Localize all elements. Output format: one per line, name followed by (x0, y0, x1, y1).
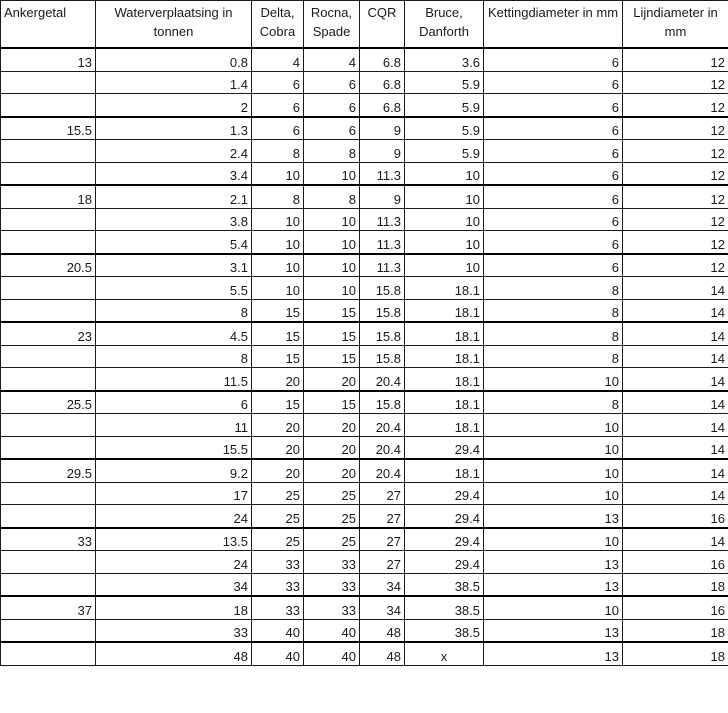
cell-kettingdiameter: 8 (484, 322, 623, 345)
cell-kettingdiameter: 6 (484, 117, 623, 140)
cell-waterverplaatsing: 17 (96, 482, 252, 505)
cell-delta-cobra: 40 (252, 619, 304, 642)
cell-cqr: 11.3 (360, 162, 405, 185)
cell-delta-cobra: 25 (252, 528, 304, 551)
cell-bruce-danforth: 5.9 (405, 117, 484, 140)
cell-lijndiameter: 12 (623, 231, 728, 254)
cell-ankergetal (1, 619, 96, 642)
cell-waterverplaatsing: 0.8 (96, 48, 252, 71)
table-row (1, 596, 728, 619)
cell-rocna-spade: 10 (304, 162, 360, 185)
cell-ankergetal (1, 277, 96, 300)
cell-lijndiameter: 18 (623, 573, 728, 596)
cell-lijndiameter: 12 (623, 71, 728, 94)
table-row (1, 117, 728, 140)
cell-cqr: 9 (360, 140, 405, 163)
cell-ankergetal: 20.5 (1, 254, 96, 277)
cell-waterverplaatsing: 3.8 (96, 208, 252, 231)
cell-delta-cobra: 20 (252, 414, 304, 437)
cell-waterverplaatsing: 1.4 (96, 71, 252, 94)
cell-kettingdiameter: 6 (484, 185, 623, 208)
cell-cqr: 20.4 (360, 436, 405, 459)
cell-bruce-danforth: 10 (405, 254, 484, 277)
cell-delta-cobra: 33 (252, 573, 304, 596)
table-row (1, 71, 728, 94)
cell-bruce-danforth: 18.1 (405, 277, 484, 300)
cell-ankergetal (1, 573, 96, 596)
cell-kettingdiameter: 13 (484, 551, 623, 574)
table-row (1, 345, 728, 368)
table-row (1, 231, 728, 254)
cell-rocna-spade: 25 (304, 482, 360, 505)
cell-cqr: 20.4 (360, 414, 405, 437)
cell-cqr: 9 (360, 117, 405, 140)
cell-bruce-danforth: 18.1 (405, 345, 484, 368)
cell-lijndiameter: 12 (623, 117, 728, 140)
cell-waterverplaatsing: 11 (96, 414, 252, 437)
cell-ankergetal: 29.5 (1, 459, 96, 482)
cell-rocna-spade: 20 (304, 414, 360, 437)
cell-ankergetal (1, 436, 96, 459)
cell-ankergetal (1, 505, 96, 528)
cell-waterverplaatsing: 34 (96, 573, 252, 596)
cell-bruce-danforth: 5.9 (405, 94, 484, 117)
cell-delta-cobra: 6 (252, 71, 304, 94)
cell-kettingdiameter: 13 (484, 642, 623, 665)
cell-ankergetal: 18 (1, 185, 96, 208)
table-row (1, 391, 728, 414)
table-row (1, 436, 728, 459)
header-row (1, 1, 728, 49)
cell-lijndiameter: 12 (623, 162, 728, 185)
cell-bruce-danforth: 29.4 (405, 551, 484, 574)
cell-delta-cobra: 8 (252, 185, 304, 208)
cell-delta-cobra: 40 (252, 642, 304, 665)
cell-bruce-danforth: 10 (405, 231, 484, 254)
cell-kettingdiameter: 6 (484, 162, 623, 185)
cell-rocna-spade: 15 (304, 391, 360, 414)
cell-ankergetal (1, 208, 96, 231)
cell-rocna-spade: 6 (304, 117, 360, 140)
header-bruce-danforth: Bruce, Danforth (405, 1, 484, 49)
cell-cqr: 15.8 (360, 345, 405, 368)
cell-cqr: 27 (360, 505, 405, 528)
cell-delta-cobra: 6 (252, 117, 304, 140)
cell-rocna-spade: 15 (304, 299, 360, 322)
cell-kettingdiameter: 10 (484, 528, 623, 551)
cell-ankergetal (1, 414, 96, 437)
cell-cqr: 6.8 (360, 48, 405, 71)
cell-kettingdiameter: 10 (484, 414, 623, 437)
cell-bruce-danforth: 18.1 (405, 322, 484, 345)
cell-delta-cobra: 25 (252, 505, 304, 528)
table-row (1, 185, 728, 208)
cell-bruce-danforth: 38.5 (405, 596, 484, 619)
table-row (1, 459, 728, 482)
cell-rocna-spade: 15 (304, 345, 360, 368)
cell-cqr: 27 (360, 528, 405, 551)
cell-bruce-danforth: 18.1 (405, 391, 484, 414)
cell-bruce-danforth: 29.4 (405, 482, 484, 505)
cell-bruce-danforth: 29.4 (405, 528, 484, 551)
table-row (1, 140, 728, 163)
cell-lijndiameter: 18 (623, 619, 728, 642)
cell-delta-cobra: 20 (252, 459, 304, 482)
cell-waterverplaatsing: 6 (96, 391, 252, 414)
cell-lijndiameter: 16 (623, 596, 728, 619)
cell-cqr: 11.3 (360, 231, 405, 254)
cell-waterverplaatsing: 48 (96, 642, 252, 665)
cell-kettingdiameter: 10 (484, 368, 623, 391)
cell-bruce-danforth: x (405, 642, 484, 665)
table-row (1, 551, 728, 574)
cell-delta-cobra: 20 (252, 368, 304, 391)
cell-rocna-spade: 33 (304, 573, 360, 596)
cell-cqr: 34 (360, 596, 405, 619)
table-row (1, 277, 728, 300)
table-row (1, 254, 728, 277)
cell-kettingdiameter: 13 (484, 619, 623, 642)
cell-cqr: 6.8 (360, 94, 405, 117)
cell-lijndiameter: 12 (623, 140, 728, 163)
cell-delta-cobra: 15 (252, 299, 304, 322)
cell-waterverplaatsing: 4.5 (96, 322, 252, 345)
cell-rocna-spade: 4 (304, 48, 360, 71)
table-row (1, 505, 728, 528)
cell-kettingdiameter: 10 (484, 436, 623, 459)
cell-bruce-danforth: 18.1 (405, 459, 484, 482)
cell-kettingdiameter: 8 (484, 299, 623, 322)
cell-lijndiameter: 12 (623, 208, 728, 231)
cell-delta-cobra: 20 (252, 436, 304, 459)
cell-kettingdiameter: 10 (484, 459, 623, 482)
cell-cqr: 27 (360, 551, 405, 574)
cell-bruce-danforth: 18.1 (405, 368, 484, 391)
cell-rocna-spade: 10 (304, 231, 360, 254)
cell-delta-cobra: 25 (252, 482, 304, 505)
cell-kettingdiameter: 13 (484, 505, 623, 528)
cell-kettingdiameter: 10 (484, 482, 623, 505)
cell-ankergetal (1, 642, 96, 665)
cell-waterverplaatsing: 5.4 (96, 231, 252, 254)
cell-lijndiameter: 12 (623, 185, 728, 208)
cell-lijndiameter: 14 (623, 414, 728, 437)
cell-rocna-spade: 8 (304, 185, 360, 208)
cell-waterverplaatsing: 9.2 (96, 459, 252, 482)
cell-ankergetal (1, 231, 96, 254)
cell-lijndiameter: 14 (623, 322, 728, 345)
cell-ankergetal: 33 (1, 528, 96, 551)
cell-waterverplaatsing: 2 (96, 94, 252, 117)
cell-cqr: 20.4 (360, 459, 405, 482)
table-row (1, 48, 728, 71)
cell-rocna-spade: 25 (304, 528, 360, 551)
cell-rocna-spade: 10 (304, 277, 360, 300)
table-row (1, 208, 728, 231)
cell-bruce-danforth: 5.9 (405, 140, 484, 163)
cell-lijndiameter: 14 (623, 436, 728, 459)
cell-rocna-spade: 15 (304, 322, 360, 345)
cell-delta-cobra: 33 (252, 551, 304, 574)
cell-kettingdiameter: 13 (484, 573, 623, 596)
cell-cqr: 6.8 (360, 71, 405, 94)
cell-waterverplaatsing: 2.1 (96, 185, 252, 208)
cell-cqr: 48 (360, 619, 405, 642)
cell-bruce-danforth: 10 (405, 185, 484, 208)
cell-ankergetal (1, 162, 96, 185)
header-cqr: CQR (360, 1, 405, 49)
cell-cqr: 11.3 (360, 208, 405, 231)
cell-lijndiameter: 14 (623, 528, 728, 551)
cell-delta-cobra: 8 (252, 140, 304, 163)
cell-bruce-danforth: 18.1 (405, 414, 484, 437)
cell-waterverplaatsing: 24 (96, 551, 252, 574)
cell-ankergetal (1, 551, 96, 574)
table-row (1, 162, 728, 185)
cell-rocna-spade: 6 (304, 94, 360, 117)
cell-ankergetal (1, 345, 96, 368)
header-ankergetal: Ankergetal (1, 1, 96, 49)
cell-bruce-danforth: 10 (405, 162, 484, 185)
table-row (1, 573, 728, 596)
cell-cqr: 48 (360, 642, 405, 665)
cell-cqr: 9 (360, 185, 405, 208)
cell-ankergetal (1, 94, 96, 117)
cell-rocna-spade: 40 (304, 619, 360, 642)
cell-lijndiameter: 14 (623, 299, 728, 322)
cell-bruce-danforth: 5.9 (405, 71, 484, 94)
table-row (1, 94, 728, 117)
cell-rocna-spade: 20 (304, 436, 360, 459)
cell-delta-cobra: 10 (252, 162, 304, 185)
cell-waterverplaatsing: 8 (96, 345, 252, 368)
cell-ankergetal (1, 482, 96, 505)
header-lijndiameter: Lijndiameter in mm (623, 1, 728, 49)
cell-cqr: 15.8 (360, 277, 405, 300)
cell-cqr: 27 (360, 482, 405, 505)
cell-lijndiameter: 14 (623, 277, 728, 300)
cell-cqr: 15.8 (360, 391, 405, 414)
cell-rocna-spade: 8 (304, 140, 360, 163)
cell-ankergetal: 23 (1, 322, 96, 345)
cell-waterverplaatsing: 3.1 (96, 254, 252, 277)
cell-cqr: 11.3 (360, 254, 405, 277)
cell-delta-cobra: 15 (252, 391, 304, 414)
cell-kettingdiameter: 6 (484, 71, 623, 94)
cell-ankergetal: 15.5 (1, 117, 96, 140)
cell-lijndiameter: 14 (623, 482, 728, 505)
header-rocna-spade: Rocna, Spade (304, 1, 360, 49)
cell-waterverplaatsing: 2.4 (96, 140, 252, 163)
cell-ankergetal: 37 (1, 596, 96, 619)
cell-waterverplaatsing: 24 (96, 505, 252, 528)
cell-waterverplaatsing: 1.3 (96, 117, 252, 140)
cell-rocna-spade: 20 (304, 368, 360, 391)
table-row (1, 619, 728, 642)
table-row (1, 414, 728, 437)
table-row (1, 299, 728, 322)
cell-kettingdiameter: 6 (484, 48, 623, 71)
cell-kettingdiameter: 8 (484, 345, 623, 368)
cell-waterverplaatsing: 3.4 (96, 162, 252, 185)
header-delta-cobra: Delta, Cobra (252, 1, 304, 49)
cell-rocna-spade: 10 (304, 208, 360, 231)
cell-bruce-danforth: 18.1 (405, 299, 484, 322)
cell-rocna-spade: 33 (304, 551, 360, 574)
cell-kettingdiameter: 6 (484, 94, 623, 117)
cell-delta-cobra: 10 (252, 231, 304, 254)
cell-waterverplaatsing: 13.5 (96, 528, 252, 551)
cell-lijndiameter: 14 (623, 368, 728, 391)
cell-lijndiameter: 14 (623, 391, 728, 414)
cell-waterverplaatsing: 33 (96, 619, 252, 642)
cell-delta-cobra: 10 (252, 254, 304, 277)
cell-waterverplaatsing: 5.5 (96, 277, 252, 300)
cell-delta-cobra: 6 (252, 94, 304, 117)
cell-waterverplaatsing: 11.5 (96, 368, 252, 391)
cell-bruce-danforth: 10 (405, 208, 484, 231)
cell-kettingdiameter: 8 (484, 277, 623, 300)
table-row (1, 482, 728, 505)
cell-delta-cobra: 15 (252, 322, 304, 345)
table-row (1, 528, 728, 551)
cell-lijndiameter: 14 (623, 459, 728, 482)
cell-waterverplaatsing: 15.5 (96, 436, 252, 459)
cell-ankergetal (1, 368, 96, 391)
cell-rocna-spade: 33 (304, 596, 360, 619)
cell-bruce-danforth: 38.5 (405, 619, 484, 642)
cell-ankergetal (1, 299, 96, 322)
cell-lijndiameter: 12 (623, 254, 728, 277)
cell-bruce-danforth: 38.5 (405, 573, 484, 596)
cell-cqr: 15.8 (360, 322, 405, 345)
cell-rocna-spade: 20 (304, 459, 360, 482)
table-row (1, 322, 728, 345)
cell-bruce-danforth: 29.4 (405, 505, 484, 528)
cell-delta-cobra: 4 (252, 48, 304, 71)
cell-ankergetal (1, 71, 96, 94)
cell-rocna-spade: 6 (304, 71, 360, 94)
cell-bruce-danforth: 29.4 (405, 436, 484, 459)
cell-delta-cobra: 33 (252, 596, 304, 619)
cell-kettingdiameter: 6 (484, 140, 623, 163)
cell-ankergetal: 13 (1, 48, 96, 71)
cell-delta-cobra: 10 (252, 208, 304, 231)
cell-cqr: 34 (360, 573, 405, 596)
cell-kettingdiameter: 6 (484, 231, 623, 254)
cell-kettingdiameter: 8 (484, 391, 623, 414)
cell-lijndiameter: 16 (623, 505, 728, 528)
cell-delta-cobra: 10 (252, 277, 304, 300)
cell-rocna-spade: 40 (304, 642, 360, 665)
cell-lijndiameter: 12 (623, 48, 728, 71)
cell-delta-cobra: 15 (252, 345, 304, 368)
cell-cqr: 15.8 (360, 299, 405, 322)
cell-lijndiameter: 14 (623, 345, 728, 368)
cell-lijndiameter: 12 (623, 94, 728, 117)
cell-lijndiameter: 16 (623, 551, 728, 574)
cell-ankergetal: 25.5 (1, 391, 96, 414)
header-kettingdiameter: Kettingdiameter in mm (484, 1, 623, 49)
table-body (1, 48, 728, 665)
cell-bruce-danforth: 3.6 (405, 48, 484, 71)
table-row (1, 368, 728, 391)
cell-rocna-spade: 10 (304, 254, 360, 277)
cell-ankergetal (1, 140, 96, 163)
cell-kettingdiameter: 10 (484, 596, 623, 619)
cell-lijndiameter: 18 (623, 642, 728, 665)
cell-waterverplaatsing: 18 (96, 596, 252, 619)
table-row (1, 642, 728, 665)
cell-kettingdiameter: 6 (484, 208, 623, 231)
cell-cqr: 20.4 (360, 368, 405, 391)
header-waterverplaatsing: Waterverplaatsing in tonnen (96, 1, 252, 49)
cell-rocna-spade: 25 (304, 505, 360, 528)
cell-waterverplaatsing: 8 (96, 299, 252, 322)
cell-kettingdiameter: 6 (484, 254, 623, 277)
